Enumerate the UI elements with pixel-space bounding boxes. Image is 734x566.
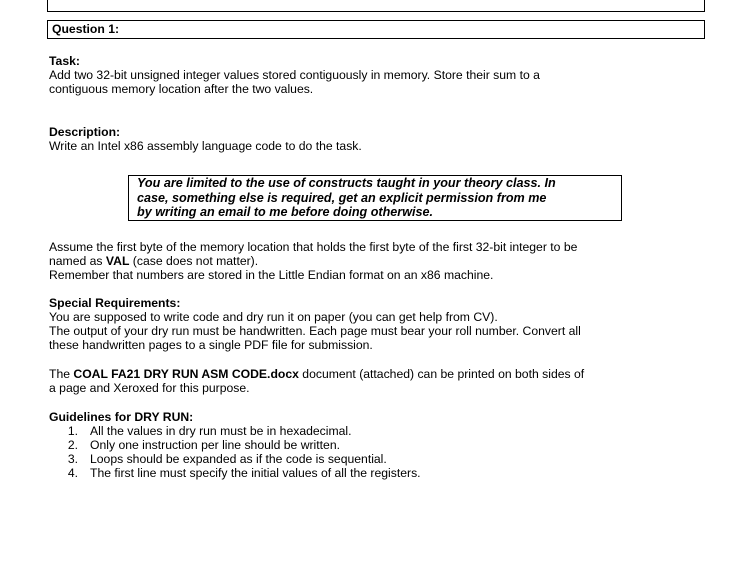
list-item	[49, 424, 709, 438]
list-item-number: 2.	[67, 438, 78, 452]
assume-line-2	[49, 254, 709, 268]
previous-section-box	[47, 0, 705, 12]
coal-document-section	[49, 367, 709, 395]
notice-line-3: by writing an email to me before doing otherwise.	[137, 205, 433, 219]
question-title: Question 1:	[52, 22, 120, 36]
list-item-text: All the values in dry run must be in hexadecimal.	[90, 424, 352, 438]
task-section	[49, 54, 709, 96]
list-item-number: 4.	[67, 466, 78, 480]
special-requirements-heading: Special Requirements:	[49, 296, 181, 310]
notice-line-2: case, something else is required, get an explicit permission from me	[137, 190, 547, 205]
list-item-number: 1.	[67, 424, 78, 438]
list-item	[49, 452, 709, 466]
list-item-number: 3.	[67, 452, 78, 466]
val-label: VAL	[105, 254, 130, 268]
assume-line-1: Assume the first byte of the memory location that holds the first byte of the first 32-bit integer to be	[49, 240, 578, 254]
coal-document-name: COAL FA21 DRY RUN ASM CODE.docx	[73, 367, 299, 381]
coal-line-1-prefix: The	[49, 367, 74, 381]
coal-line-1	[49, 367, 709, 381]
list-item	[49, 466, 709, 480]
task-text-line-2: contiguous memory location after the two values.	[49, 82, 314, 96]
description-text: Write an Intel x86 assembly language code to do the task.	[49, 139, 362, 153]
special-requirements-section	[49, 296, 709, 352]
special-line-3: these handwritten pages to a single PDF file for submission.	[49, 338, 373, 352]
task-text-line-1: Add two 32-bit unsigned integer values stored contiguously in memory. Store their sum to a	[49, 68, 540, 82]
assume-line-3: Remember that numbers are stored in the Little Endian format on an x86 machine.	[49, 268, 494, 282]
coal-line-2: a page and Xeroxed for this purpose.	[49, 381, 250, 395]
assume-line-2-prefix: named as	[49, 254, 106, 268]
description-heading: Description:	[49, 125, 121, 139]
guidelines-section	[49, 410, 709, 480]
guidelines-heading: Guidelines for DRY RUN:	[49, 410, 194, 424]
notice-line-1: You are limited to the use of constructs taught in your theory class. In	[137, 176, 556, 190]
question-header-box	[47, 20, 705, 39]
guidelines-list	[49, 424, 709, 480]
assumption-section	[49, 240, 709, 282]
assume-line-2-suffix: (case does not matter).	[129, 254, 259, 268]
task-heading: Task:	[49, 54, 80, 68]
description-section	[49, 125, 709, 153]
list-item-text: Only one instruction per line should be written.	[90, 438, 340, 452]
coal-line-1-suffix: document (attached) can be printed on both sides of	[298, 367, 585, 381]
list-item	[49, 438, 709, 452]
special-line-2: The output of your dry run must be handwritten. Each page must bear your roll number. Convert all	[49, 324, 581, 338]
special-line-1: You are supposed to write code and dry run it on paper (you can get help from CV).	[49, 310, 498, 324]
restriction-notice-box	[128, 175, 622, 221]
list-item-text: The first line must specify the initial values of all the registers.	[90, 466, 421, 480]
list-item-text: Loops should be expanded as if the code is sequential.	[90, 452, 387, 466]
